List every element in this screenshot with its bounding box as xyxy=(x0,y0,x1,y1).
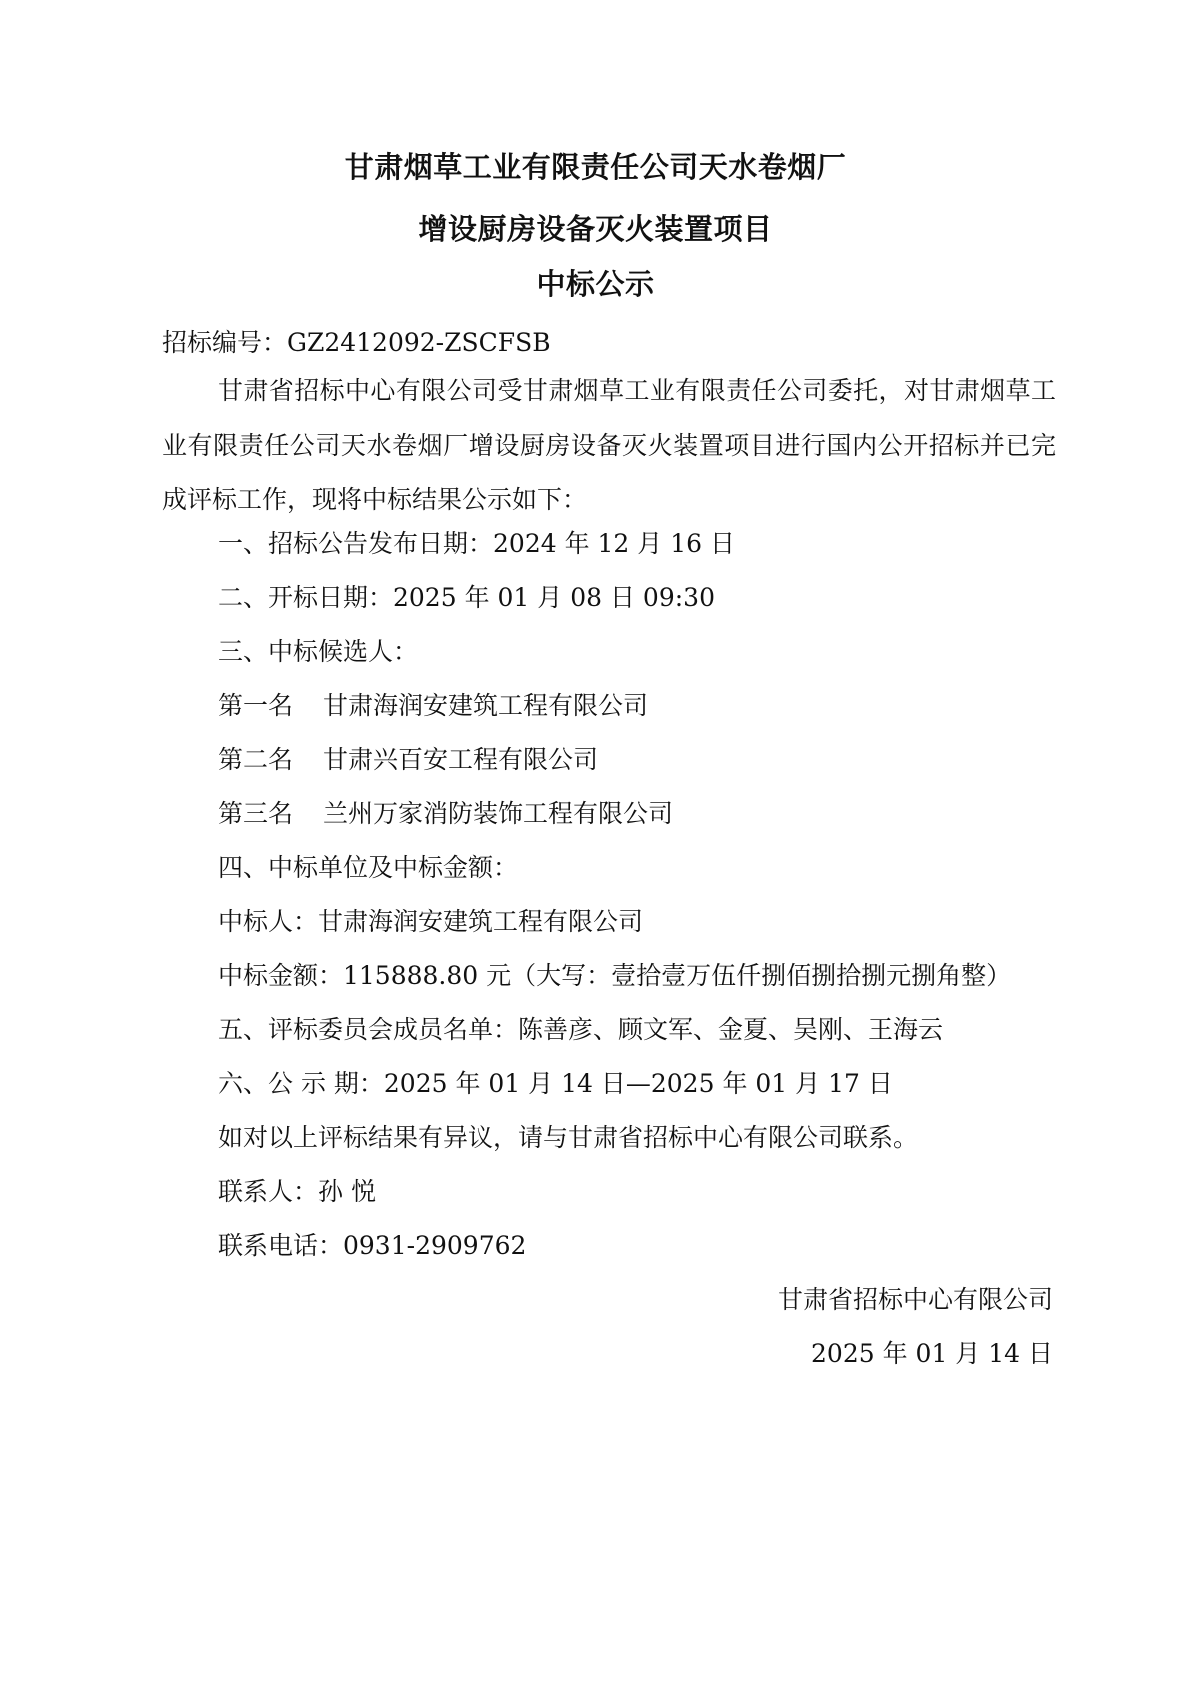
candidate-row xyxy=(218,742,598,778)
candidate-name: 甘肃兴百安工程有限公司 xyxy=(323,745,599,774)
announce-date: 一、招标公告发布日期：2024 年 12 月 16 日 xyxy=(218,529,735,558)
contact-person: 联系人：孙 悦 xyxy=(218,1177,376,1206)
winner-heading: 四、中标单位及中标金额： xyxy=(218,853,519,882)
title-line-1: 甘肃烟草工业有限责任公司天水卷烟厂 xyxy=(344,150,847,184)
bid-number: 招标编号：GZ2412092-ZSCFSB xyxy=(162,328,551,357)
title-line-3: 中标公示 xyxy=(536,267,655,301)
signature-org: 甘肃省招标中心有限公司 xyxy=(777,1285,1053,1314)
candidate-rank: 第一名 xyxy=(218,691,294,720)
signature-date: 2025 年 01 月 14 日 xyxy=(811,1339,1053,1368)
candidate-rank: 第二名 xyxy=(218,745,294,774)
objection-notice: 如对以上评标结果有异议，请与甘肃省招标中心有限公司联系。 xyxy=(218,1123,919,1152)
open-date: 二、开标日期：2025 年 01 月 08 日 09:30 xyxy=(218,583,715,612)
candidate-row xyxy=(218,688,648,724)
committee-members: 五、评标委员会成员名单：陈善彦、顾文军、金夏、吴刚、王海云 xyxy=(218,1015,944,1044)
candidate-row xyxy=(218,796,673,832)
publicity-period: 六、公 示 期：2025 年 01 月 14 日—2025 年 01 月 17 日 xyxy=(218,1069,893,1098)
title-line-2: 增设厨房设备灭火装置项目 xyxy=(418,212,773,246)
contact-phone: 联系电话：0931-2909762 xyxy=(218,1231,527,1260)
candidates-heading: 三、中标候选人： xyxy=(218,637,419,666)
candidate-name: 甘肃海润安建筑工程有限公司 xyxy=(323,691,649,720)
winner: 中标人：甘肃海润安建筑工程有限公司 xyxy=(218,907,644,936)
candidate-rank: 第三名 xyxy=(218,799,294,828)
candidate-name: 兰州万家消防装饰工程有限公司 xyxy=(323,799,674,828)
intro-paragraph: 甘肃省招标中心有限公司受甘肃烟草工业有限责任公司委托，对甘肃烟草工业有限责任公司天水卷烟厂增设厨房设备灭火装置项目进行国内公开招标并已完成评标工作，现将中标结果公示如下： xyxy=(162,376,1056,514)
bid-amount: 中标金额：115888.80 元（大写：壹拾壹万伍仟捌佰捌拾捌元捌角整） xyxy=(218,961,1012,990)
